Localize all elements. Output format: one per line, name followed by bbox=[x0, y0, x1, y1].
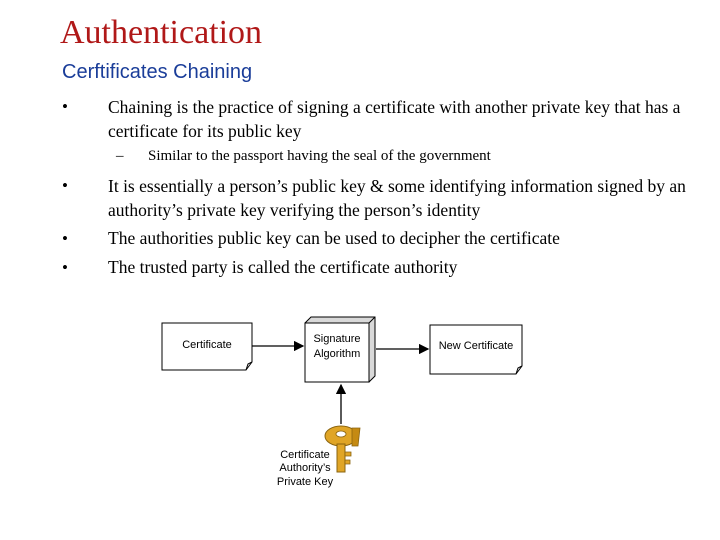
sub-bullet-text: Similar to the passport having the seal of the government bbox=[148, 148, 491, 164]
bullet-text-4: The trusted party is called the certificate authority bbox=[108, 257, 458, 277]
sub-bullet-marker: – bbox=[116, 148, 124, 164]
key-label-line2: Authority’s bbox=[279, 462, 331, 474]
bullet-text-1: Chaining is the practice of signing a certificate with another private key that has a certificate for its public key bbox=[108, 97, 681, 141]
new-certificate-document bbox=[430, 325, 522, 374]
certificate-label: Certificate bbox=[182, 339, 232, 351]
signature-label-line2: Algorithm bbox=[313, 348, 361, 360]
new-certificate-label: New Certificate bbox=[438, 340, 514, 352]
key-label-line1: Certificate bbox=[280, 449, 330, 461]
signature-algorithm-box bbox=[305, 317, 375, 382]
bullet-marker: • bbox=[62, 258, 68, 277]
bullet-marker: • bbox=[62, 229, 68, 248]
key-label-line3: Private Key bbox=[276, 476, 334, 488]
certificate-document bbox=[162, 323, 252, 370]
slide-subtitle: Cerftificates Chaining bbox=[62, 61, 253, 83]
slide-title: Authentication bbox=[60, 14, 263, 51]
signature-label-line1: Signature bbox=[313, 333, 361, 345]
bullet-text-2: It is essentially a person’s public key & some identifying information signed by an authority’s private key verifying the person’s identity bbox=[108, 176, 686, 220]
bullet-marker: • bbox=[62, 176, 68, 195]
bullet-text-3: The authorities public key can be used to decipher the certificate bbox=[108, 228, 560, 248]
bullet-marker: • bbox=[62, 97, 68, 116]
